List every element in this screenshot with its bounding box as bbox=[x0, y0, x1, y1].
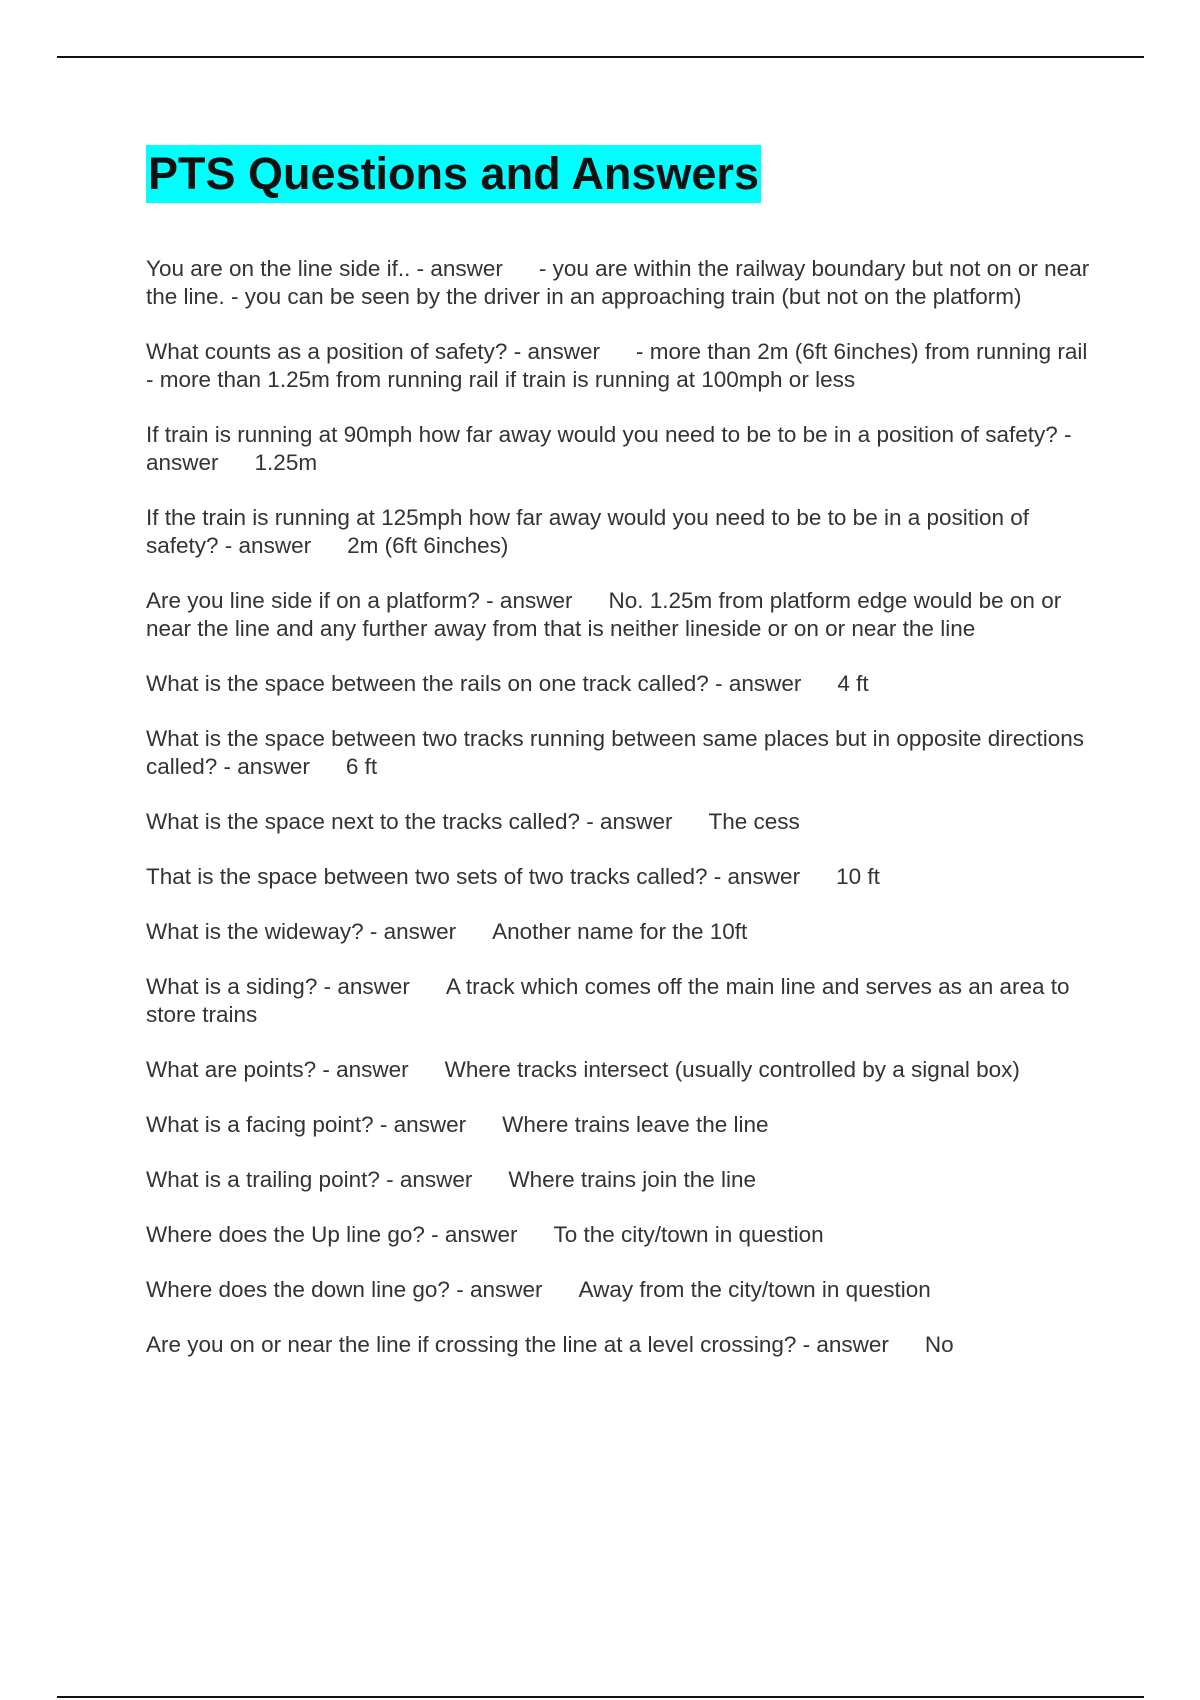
qa-item bbox=[146, 504, 1096, 560]
question-text: What is a siding? - answer bbox=[146, 974, 410, 999]
qa-item bbox=[146, 587, 1096, 643]
qa-item bbox=[146, 808, 1096, 836]
qa-item bbox=[146, 338, 1096, 394]
question-text: What is the space between two tracks running between same places but in opposite directions called? - answer bbox=[146, 726, 1085, 779]
qa-item bbox=[146, 421, 1096, 477]
qa-item bbox=[146, 670, 1096, 698]
answer-text: To the city/town in question bbox=[553, 1222, 824, 1247]
bottom-rule bbox=[57, 1696, 1144, 1698]
question-text: What is the wideway? - answer bbox=[146, 919, 457, 944]
answer-text: Another name for the 10ft bbox=[492, 919, 748, 944]
question-text: Are you on or near the line if crossing the line at a level crossing? - answer bbox=[146, 1332, 889, 1357]
question-text: What is a facing point? - answer bbox=[146, 1112, 467, 1137]
question-text: You are on the line side if.. - answer bbox=[146, 256, 503, 281]
question-text: If train is running at 90mph how far away would you need to be to be in a position of safety? - answer bbox=[146, 422, 1072, 475]
answer-text: No. 1.25m from platform edge would be on or near the line and any further away from that is neither lineside or on or near the line bbox=[146, 588, 1062, 641]
qa-item bbox=[146, 1276, 1096, 1304]
answer-text: 1.25m bbox=[254, 450, 318, 475]
document-body bbox=[146, 145, 1096, 1386]
answer-text: - you are within the railway boundary but not on or near the line. - you can be seen by the driver in an approaching train (but not on the platform) bbox=[146, 256, 1090, 309]
qa-item bbox=[146, 1331, 1096, 1359]
qa-item bbox=[146, 918, 1096, 946]
question-text: What are points? - answer bbox=[146, 1057, 409, 1082]
answer-text: Where tracks intersect (usually controlled by a signal box) bbox=[444, 1057, 1020, 1082]
question-text: What is the space next to the tracks called? - answer bbox=[146, 809, 673, 834]
qa-item bbox=[146, 725, 1096, 781]
question-text: Where does the Up line go? - answer bbox=[146, 1222, 518, 1247]
qa-item bbox=[146, 1166, 1096, 1194]
answer-text: Away from the city/town in question bbox=[578, 1277, 931, 1302]
qa-list bbox=[146, 255, 1096, 1359]
top-rule bbox=[57, 56, 1144, 58]
document-title: PTS Questions and Answers bbox=[146, 145, 761, 203]
answer-text: Where trains join the line bbox=[508, 1167, 757, 1192]
answer-text: 10 ft bbox=[836, 864, 880, 889]
qa-item bbox=[146, 863, 1096, 891]
qa-item bbox=[146, 255, 1096, 311]
question-text: If the train is running at 125mph how far away would you need to be to be in a position of safety? - answer bbox=[146, 505, 1030, 558]
question-text: What is the space between the rails on one track called? - answer bbox=[146, 671, 802, 696]
question-text: Where does the down line go? - answer bbox=[146, 1277, 543, 1302]
question-text: What is a trailing point? - answer bbox=[146, 1167, 473, 1192]
qa-item bbox=[146, 1221, 1096, 1249]
answer-text: The cess bbox=[708, 809, 800, 834]
answer-text: Where trains leave the line bbox=[502, 1112, 769, 1137]
qa-item bbox=[146, 1111, 1096, 1139]
qa-item bbox=[146, 1056, 1096, 1084]
answer-text: 6 ft bbox=[345, 754, 378, 779]
answer-text: 2m (6ft 6inches) bbox=[347, 533, 509, 558]
question-text: That is the space between two sets of two tracks called? - answer bbox=[146, 864, 801, 889]
answer-text: No bbox=[924, 1332, 954, 1357]
question-text: Are you line side if on a platform? - answer bbox=[146, 588, 573, 613]
answer-text: A track which comes off the main line and serves as an area to store trains bbox=[146, 974, 1070, 1027]
question-text: What counts as a position of safety? - answer bbox=[146, 339, 600, 364]
answer-text: - more than 2m (6ft 6inches) from running rail - more than 1.25m from running rail if train is running at 100mph or less bbox=[146, 339, 1088, 392]
qa-item bbox=[146, 973, 1096, 1029]
answer-text: 4 ft bbox=[837, 671, 869, 696]
